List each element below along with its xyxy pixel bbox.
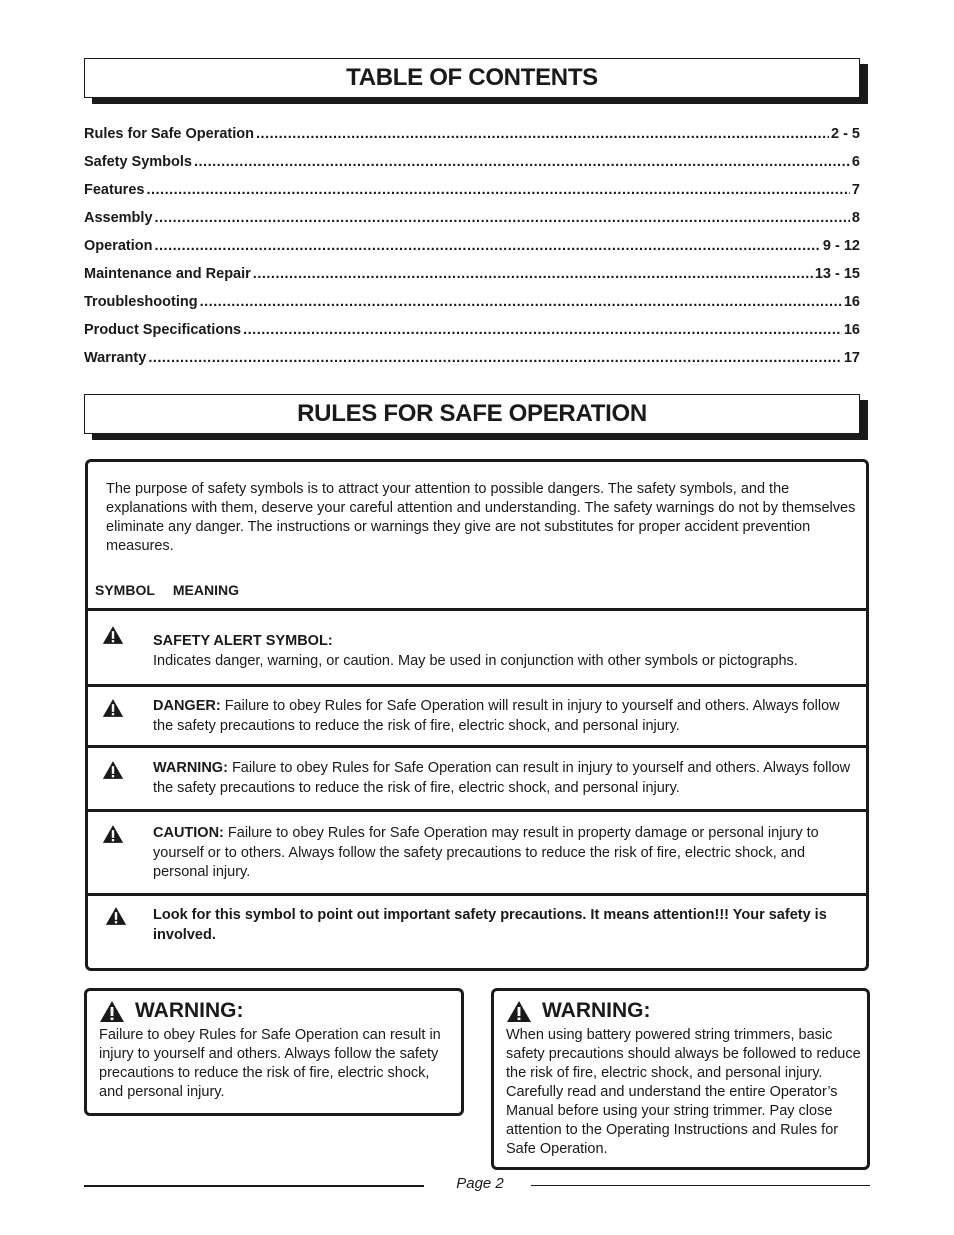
toc-entry-label: Warranty (84, 350, 147, 366)
toc-entry-page: 9 - 12 (822, 238, 860, 254)
divider (88, 809, 866, 812)
symbol-label: WARNING: (153, 760, 228, 776)
safety-alert-icon (105, 906, 127, 926)
warning-triangle-icon (506, 1000, 532, 1023)
symbol-label: SAFETY ALERT SYMBOL: (153, 633, 333, 649)
toc-entry-page: 16 (843, 294, 860, 310)
warning-title: WARNING: (542, 999, 651, 1022)
toc-entry-page: 2 - 5 (830, 126, 860, 142)
toc-entry-label: Rules for Safe Operation (84, 126, 255, 142)
warning-text: When using battery powered string trimmers, basic safety precautions should always be followed to reduce the risk of fire, electric shock, and personal injury. Carefully read and understand the entire Operator’s Manual before using your string trimmer. Pay close attention to the Operating Instructions and Rules for Safe Operation. (506, 1027, 861, 1157)
page-number: Page 2 (456, 1175, 504, 1192)
toc-entry[interactable] (84, 350, 860, 378)
divider (88, 608, 866, 611)
toc-entry[interactable] (84, 266, 860, 294)
toc-entry-label: Features (84, 182, 145, 198)
toc-entry[interactable] (84, 126, 860, 154)
symbol-meaning: Indicates danger, warning, or caution. May be used in conjunction with other symbols or pictographs. (153, 652, 798, 669)
toc-entry[interactable] (84, 238, 860, 266)
safety-intro-text: The purpose of safety symbols is to attract your attention to possible dangers. The safety symbols, and the explanations with them, deserve your careful attention and understanding. The safety warnings do not by themselves eliminate any danger. The instructions or warnings they give are not substitutes for proper accident prevention measures. (106, 481, 856, 554)
divider (88, 745, 866, 748)
toc-entry-label: Product Specifications (84, 322, 242, 338)
footer-rule-right (531, 1185, 870, 1186)
safety-alert-icon (102, 625, 124, 645)
rules-title: RULES FOR SAFE OPERATION (297, 400, 647, 427)
warning-triangle-icon (99, 1000, 125, 1023)
toc-entry-label: Maintenance and Repair (84, 266, 251, 282)
toc-entry-label: Operation (84, 238, 153, 254)
toc-entry-page: 8 (851, 210, 860, 226)
toc-entry-label: Troubleshooting (84, 294, 198, 310)
symbol-label: Look for this symbol to point out important safety precautions. It means attention!!! Your safety is involved. (153, 907, 827, 943)
toc-entry-page: 17 (843, 350, 860, 366)
toc-entry[interactable] (84, 322, 860, 350)
divider (88, 893, 866, 896)
symbol-meaning: Failure to obey Rules for Safe Operation can result in injury to yourself and others. Always follow the safety precautions to reduce the risk of fire, electric shock, and personal injury. (153, 760, 851, 796)
toc-entry-page: 13 - 15 (814, 266, 860, 282)
symbol-meaning: Failure to obey Rules for Safe Operation may result in property damage or personal injury to yourself or to others. Always follow the safety precautions to reduce the risk of fire, electric shock, and personal injury. (153, 825, 819, 880)
toc-entry-page: 6 (851, 154, 860, 170)
warning-text: Failure to obey Rules for Safe Operation can result in injury to yourself and others. Always follow the safety precautions to reduce the risk of fire, electric shock, and personal injury. (99, 1027, 441, 1100)
warning-box (84, 988, 464, 1116)
toc-list (84, 126, 860, 378)
safety-alert-icon (102, 824, 124, 844)
toc-entry-label: Safety Symbols (84, 154, 192, 170)
toc-entry[interactable] (84, 210, 860, 238)
toc-entry-page: 7 (851, 182, 860, 198)
rules-header-box (84, 394, 860, 434)
toc-entry[interactable] (84, 154, 860, 182)
symbol-table-header (95, 582, 239, 598)
symbol-label: DANGER: (153, 698, 221, 714)
safety-alert-icon (102, 760, 124, 780)
warning-box (491, 988, 870, 1170)
symbol-label: CAUTION: (153, 825, 224, 841)
toc-entry[interactable] (84, 294, 860, 322)
toc-title: TABLE OF CONTENTS (346, 64, 598, 91)
column-meaning: MEANING (172, 582, 240, 598)
divider (88, 684, 866, 687)
toc-entry-label: Assembly (84, 210, 153, 226)
footer-rule-left (84, 1185, 424, 1187)
warning-title: WARNING: (135, 999, 244, 1022)
toc-header-box (84, 58, 860, 98)
symbol-meaning: Failure to obey Rules for Safe Operation will result in injury to yourself and others. Always follow the safety precautions to reduce the risk of fire, electric shock, and personal injury. (153, 698, 840, 734)
toc-entry[interactable] (84, 182, 860, 210)
column-symbol: SYMBOL (95, 582, 155, 598)
safety-alert-icon (102, 698, 124, 718)
safety-symbols-box (85, 459, 869, 971)
toc-entry-page: 16 (843, 322, 860, 338)
